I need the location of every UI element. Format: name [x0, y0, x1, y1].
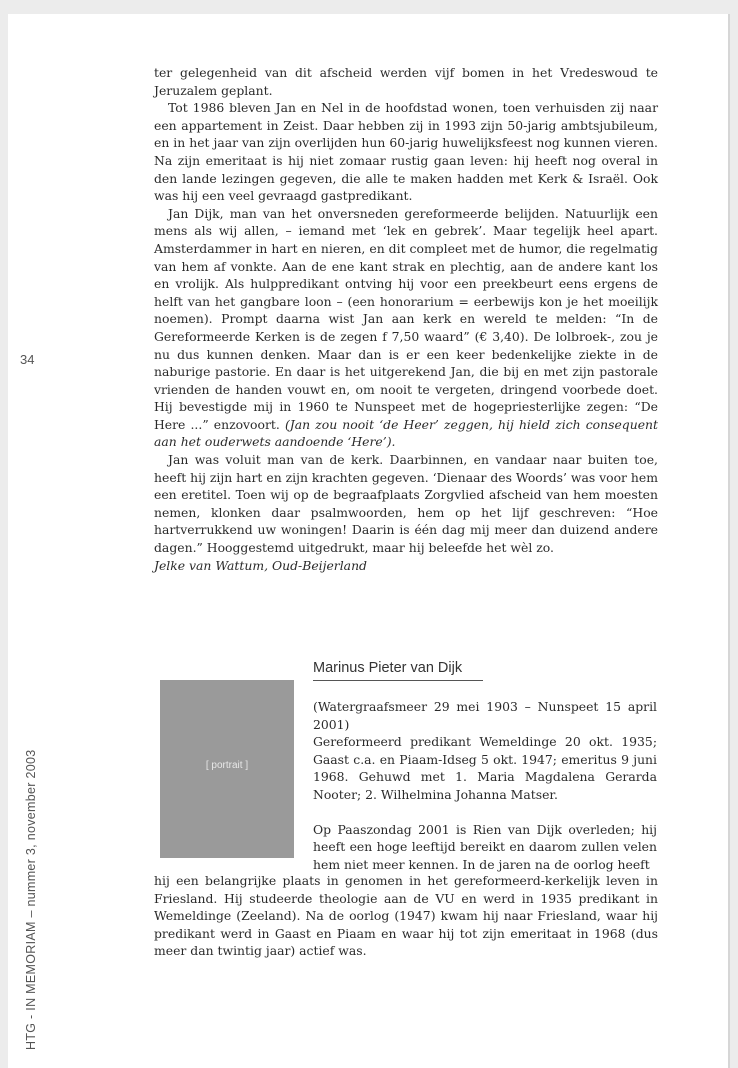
- main-text: [154, 64, 658, 574]
- portrait-photo: [160, 680, 294, 858]
- obituary-intro: Op Paaszondag 2001 is Rien van Dijk overleden; hij heeft een hoge leeftijd bereikt en daarom zullen velen hem niet meer kennen. In de jaren na de oorlog heeft: [313, 821, 657, 872]
- page-number: 34: [20, 352, 35, 367]
- obituary-heading: Marinus Pieter van Dijk: [313, 660, 483, 681]
- obituary-bio: [313, 698, 657, 873]
- obituary-career: Gereformeerd predikant Wemeldinge 20 okt. 1935; Gaast c.a. en Piaam-Idseg 5 okt. 1947; emeritus 9 juni 1968. Gehuwd met 1. Maria Magdalena Gerarda Nooter; 2. Wilhelmina Johanna Matser.: [313, 734, 657, 802]
- signature: Jelke van Wattum, Oud-Beijerland: [154, 557, 367, 573]
- paragraph-3-text: Jan Dijk, man van het onversneden gereformeerde belijden. Natuurlijk een mens als wij allen, – iemand met ‘lek en gebrek’. Maar tegelijk heel apart. Amsterdammer in hart en nieren, en dit compleet met de humor, die regelmatig van hem af vonkte. Aan de ene kant strak en plechtig, aan de andere kant los en vrolijk. Als hulppredikant ontving hij voor een preekbeurt eens ergens de helft van het gangbare loon – (een honorarium = eerbewijs kon je het moeilijk noemen). Prompt daarna wist Jan aan kerk en wereld te melden: “In de Gereformeerde Kerken is de zegen f 7,50 waard” (€ 3,40). De lolbroek-, zou je nu dus kunnen denken. Maar dan is er een keer bedenkelijke ziekte in de naburige pastorie. En daar is het uitgerekend Jan, die bij en met zijn pastorale vrienden de handen vouwt en, om nooit te vergeten, dringend voorbede doet. Hij bevestigde mij in 1960 te Nunspeet met de hogepriesterlijke zegen: “De Here ...” enzovoort.: [154, 205, 658, 432]
- paragraph-3: [154, 205, 658, 451]
- running-head: HTG - IN MEMORIAM – nummer 3, november 2003: [24, 749, 38, 1050]
- page-edge: [728, 14, 730, 1068]
- italic-note: (Jan zou nooit ‘de Heer’ zeggen, hij hield zich consequent aan het ouderwets aandoende ‘Here’).: [154, 416, 659, 450]
- paragraph-2: Tot 1986 bleven Jan en Nel in de hoofdstad wonen, toen verhuisden zij naar een appartement in Zeist. Daar hebben zij in 1993 zijn 50-jarig ambtsjubileum, en in het jaar van zijn overlijden hun 60-jarig huwelijksfeest nog kunnen vieren. Na zijn emeritaat is hij niet zomaar rustig gaan leven: hij heeft nog overal in den lande lezingen gegeven, die alle te maken hadden met Kerk & Israël. Ook was hij een veel gevraagd gastpredikant.: [154, 100, 658, 204]
- obituary-continuation: hij een belangrijke plaats in genomen in het gereformeerd-kerkelijk leven in Friesland. Hij studeerde theologie aan de VU en werd in 1935 predikant in Wemeldinge (Zeeland). Na de oorlog (1947) kwam hij naar Friesland, waar hij predikant werd in Gaast en Piaam en waar hij tot zijn emeritaat in 1968 (dus meer dan twintig jaar) actief was.: [154, 873, 658, 959]
- paragraph-1: ter gelegenheid van dit afscheid werden vijf bomen in het Vredeswoud te Jeruzalem geplant.: [154, 65, 658, 98]
- obituary-dates: (Watergraafsmeer 29 mei 1903 – Nunspeet 15 april 2001): [313, 699, 657, 732]
- portrait-placeholder-label: [ portrait ]: [205, 760, 249, 771]
- paragraph-4: Jan was voluit man van de kerk. Daarbinnen, en vandaar naar buiten toe, heeft hij zijn hart en zijn krachten gegeven. ‘Dienaar des Woords’ was voor hem een eretitel. Toen wij op de begraafplaats Zorgvlied afscheid van hem moesten nemen, klonken daar psalmwoorden, hem op het lijf geschreven: “Hoe hartverrukkend uw woningen! Daarin is één dag mij meer dan duizend andere dagen.” Hooggestemd uitgedrukt, maar hij beleefde het wèl zo.: [154, 452, 658, 556]
- obituary-continuation-block: [154, 872, 658, 960]
